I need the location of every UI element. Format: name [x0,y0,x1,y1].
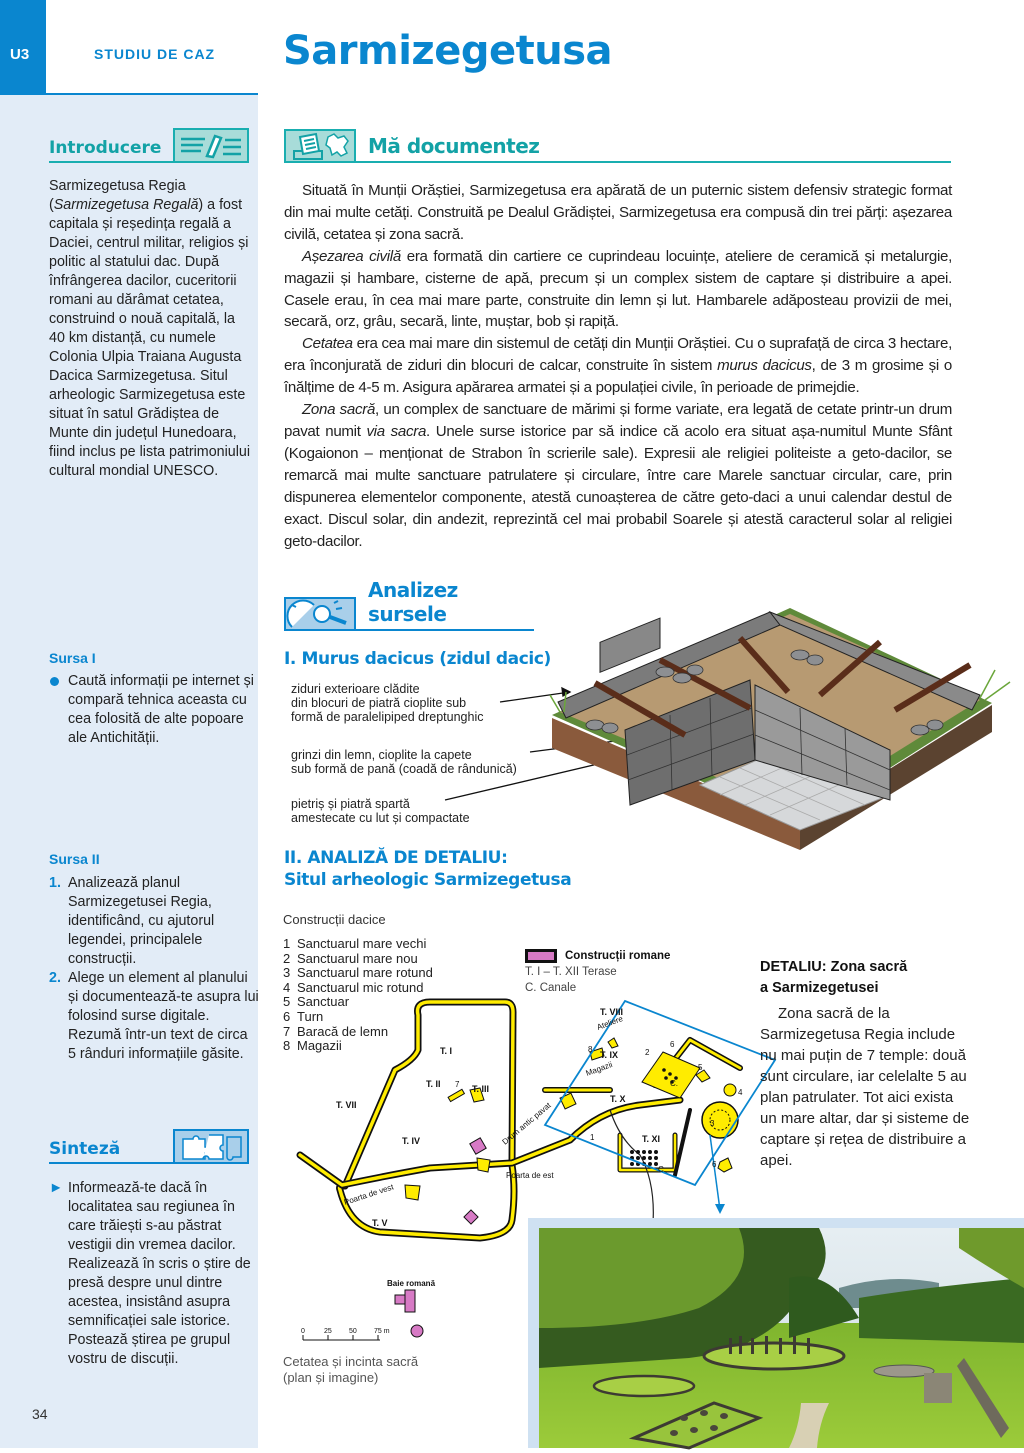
svg-text:7: 7 [455,1080,460,1089]
magnifier-globe-icon [284,597,356,629]
notes-pen-icon [173,128,249,161]
intro-heading-label: Introducere [49,138,162,158]
svg-text:Ateliere: Ateliere [595,1014,625,1032]
svg-text:C.: C. [670,1079,678,1088]
svg-text:3: 3 [710,1119,715,1128]
sinteza-list [49,1179,259,1369]
paragraph: Așezarea civilă era formată din cartiere ce cuprindeau locuințe, ateliere de ceramică și metalurgie, magazii și hambare, cisterne de apă, precum și un complex sistem de captare și distribuire a apei. Casele erau, în cea mai mare parte, construite din lemn și lut. Hambarele adăposteau provizii de mei, secară, orz, grâu, secară, linte, muștar, bob și rapiță. [284,247,952,331]
sinteza-heading-label: Sinteză [49,1139,121,1159]
svg-text:2: 2 [645,1048,650,1057]
svg-text:Poarta de est: Poarta de est [506,1171,554,1180]
list-item: Caută informații pe internet și compară tehnica aceasta cu cea folosită de alte popoare ale Antichității. [49,672,259,748]
sinteza-heading [49,1131,249,1164]
roman-legend: Construcții romane T. I – T. XII Terase C. Canale [525,950,671,994]
svg-text:T. IV: T. IV [402,1136,421,1146]
page-title: Sarmizegetusa [283,28,612,74]
legend-item: 3 Sanctuarul mare rotund [283,965,433,981]
svg-text:T. IX: T. IX [600,1050,619,1060]
documentez-body [284,180,952,552]
figure-caption: Cetatea și incinta sacră (plan și imagine) [283,1354,419,1385]
legend-item: 6 Turn [283,1008,324,1024]
intro-heading [49,130,249,163]
legend-item: 8 Magazii [283,1038,342,1054]
svg-text:50: 50 [349,1328,357,1335]
triangle-bullet-icon: ► [49,1180,64,1196]
sacred-zone-photo [539,1228,1024,1448]
sursa2-heading: Sursa II [49,851,100,867]
svg-text:T. VII: T. VII [336,1100,357,1110]
legend-item: 5 Sanctuar [283,994,350,1010]
documentez-heading-label: Mă documentez [368,134,540,158]
detail-box [760,957,970,1171]
analizez-heading-label: Analizez sursele [368,578,458,626]
svg-text:T. V: T. V [372,1218,388,1228]
site-plan-map [280,990,750,1335]
svg-text:Baie romană: Baie romană [387,1279,436,1288]
svg-text:T. XI: T. XI [642,1134,661,1144]
puzzle-icon [173,1129,249,1162]
svg-text:T. I: T. I [440,1046,453,1056]
svg-text:5: 5 [698,1063,703,1072]
svg-text:Poarta de vest: Poarta de vest [342,1182,395,1207]
detail-text: Zona sacră de la Sarmizegetusa Regia include nu mai puțin de 7 temple: două sunt circulare, iar celelalte 5 au plan patrulater. Tot aici exista un mare altar, dar și sisteme de captare și rețea de distribuire a apei. [760,1005,970,1169]
svg-text:C.: C. [658,1165,666,1174]
svg-text:T. III: T. III [472,1084,490,1094]
list-item: 2. Alege un element al planului și documentează-te asupra lui folosind surse digitale. Rezumă într-un text de circa 5 rânduri informațiile găsite. [49,970,259,1062]
svg-text:Drum antic pavat: Drum antic pavat [500,1100,553,1147]
svg-text:1: 1 [590,1133,595,1142]
svg-text:75 m: 75 m [374,1328,390,1335]
list-item: ► Informează-te dacă în localitatea sau regiunea în care trăiești s-au păstrat vestigii din vremea dacilor. Realizează în scris o știre de presă despre unul dintre acestea, insistând asupra semnificației sale istorice. Postează știrea pe grupul vostru de discuții. [49,1180,251,1367]
sursa1-list [49,672,259,748]
svg-text:T. X: T. X [610,1094,626,1104]
sursa1-heading: Sursa I [49,650,96,666]
detail-title: DETALIU: Zona sacră a Sarmizegetusei [760,959,908,996]
document-map-icon [284,129,356,161]
svg-text:T. VIII: T. VIII [600,1007,624,1017]
page-number: 34 [32,1406,48,1422]
documentez-heading [284,129,951,163]
svg-text:25: 25 [324,1328,332,1335]
figure2-title: II. ANALIZĂ DE DETALIU: Situl arheologic Sarmizegetusa [284,848,572,890]
paragraph: Situată în Munții Orăștiei, Sarmizegetusa era apărată de un puternic sistem defensiv strategic format din mai multe cetăți. Construită pe Dealul Grădiștei, Sarmizegetusa era compusă din trei părți: așezarea civilă, cetatea și zona sacră. [284,182,952,243]
bullet-icon [50,677,59,686]
callout-walls: ziduri exterioare clădite din blocuri de piatră cioplite sub formă de paralelipiped dreptunghic [291,682,484,724]
legend-item: 2 Sanctuarul mare nou [283,950,418,966]
sursa2-list [49,874,259,1064]
legend-item: 4 Sanctuarul mic rotund [283,979,424,995]
paragraph: Zona sacră, un complex de sanctuare de mărimi și forme variate, era legată de cetate printr-un drum pavat numit via sacra. Unele surse istorice par să indice că acolo era situat așa-numitul Munte Sfânt (Kogaionon – menționat de Strabon în scrierile sale). Expresii ale religiei politeiste a geto-dacilor, se remarcă mai multe sanctuare patrulatere și circulare, între care Marele sanctuar circular, care, prin dispunerea elementelor componente, atestă cunoașterea de către geto-daci a unui calendar destul de exact. Discul solar, din andezit, reprezintă cel mai probabil Soarele și atestă caracterul solar al religiei geto-dacilor. [284,401,953,550]
murus-dacicus-illustration [420,600,1024,850]
figure1-title: I. Murus dacicus (zidul dacic) [284,649,551,669]
svg-text:T. II: T. II [426,1079,441,1089]
unit-tab [0,0,46,95]
legend-item: 7 Baracă de lemn [283,1023,389,1039]
unit-label: U3 [10,46,30,63]
list-item: 1. Analizează planul Sarmizegetusei Regia, identificând, cu ajutorul legendei, principalele construcții. [49,875,215,967]
intro-text: Sarmizegetusa Regia (Sarmizegetusa Regală) a fost capitala și reședința regală a Daciei, centrul militar, religios și politic al statului dac. După înfrângerea dacilor, cuceritorii romani au dărâmat cetatea, construind o nouă capitală, la 40 km distanță, cu numele Colonia Ulpia Traiana Augusta Dacica Sarmizegetusa. Situl arheologic Sarmizegetusa este situat în satul Grădiștea de Munte din județul Hunedoara, fiind inclus pe lista patrimoniului cultural mondial UNESCO. [49,178,251,479]
callout-fill: pietriș și piatră spartă amestecate cu lut și compactate [291,797,470,825]
paragraph: Cetatea era cea mai mare din sistemul de cetăți din Munții Orăștiei. Cu o suprafață de circa 3 hectare, era înconjurată de ziduri din blocuri de calcar, construite în sistem murus dacicus, de 3 m grosime și o înălțime de 4-5 m. Asigura apărarea armatei și a populației civile, în perioade de primejdie. [284,335,952,397]
svg-text:4: 4 [738,1088,743,1097]
svg-text:8: 8 [588,1045,593,1054]
section-label: STUDIU DE CAZ [94,46,216,62]
svg-text:Magazii: Magazii [584,1059,614,1078]
legend-title: Construcții dacice [283,912,386,927]
header-divider [46,93,258,95]
svg-text:6: 6 [670,1040,675,1049]
callout-beams: grinzi din lemn, cioplite la capete sub formă de pană (coadă de rândunică) [291,748,517,776]
legend-item: 1 Sanctuarul mare vechi [283,936,427,951]
svg-text:6: 6 [712,1160,717,1169]
svg-text:0: 0 [301,1328,305,1335]
